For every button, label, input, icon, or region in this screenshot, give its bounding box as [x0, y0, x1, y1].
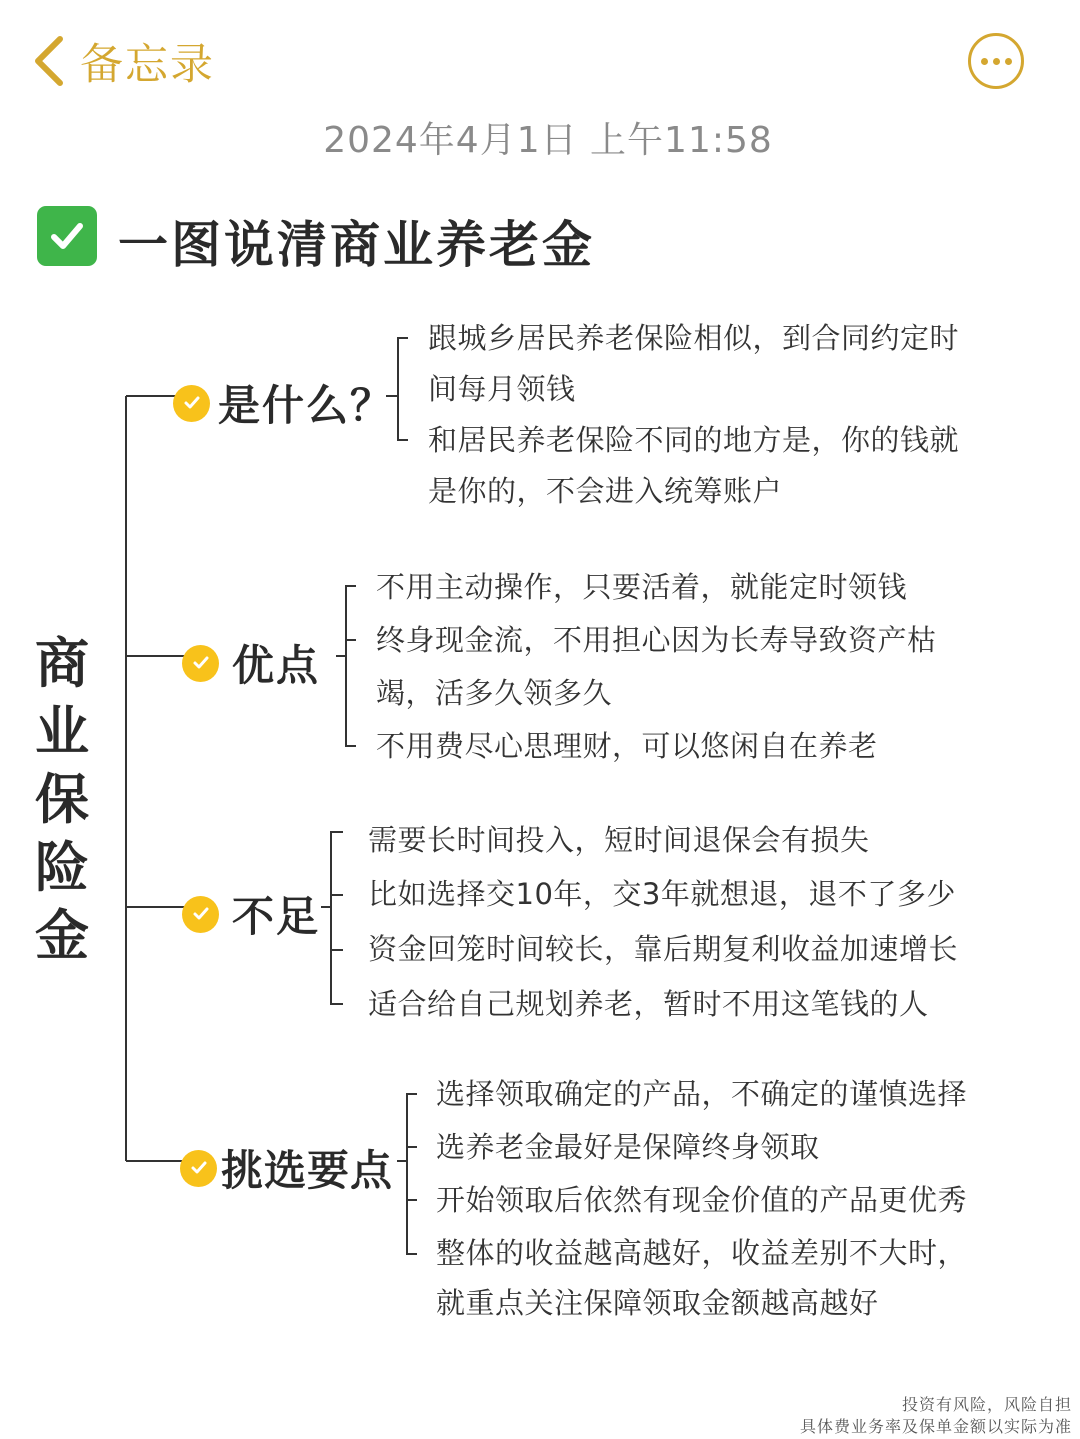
check-circle-icon — [180, 1150, 217, 1187]
root-char: 业 — [35, 700, 89, 763]
disclaimer — [800, 1394, 1072, 1438]
branch-label: 是什么？ — [218, 381, 395, 430]
branch-item: 需要长时间投入，短时间退保会有损失 — [368, 823, 870, 857]
branch-item: 间每月领钱 — [428, 372, 576, 406]
mindmap-root-label — [32, 630, 92, 970]
branch-item: 跟城乡居民养老保险相似，到合同约定时 — [428, 321, 960, 355]
branch-advantages — [182, 633, 320, 693]
root-char: 险 — [35, 836, 89, 899]
branch-label: 不足 — [232, 892, 321, 941]
branch-item: 适合给自己规划养老，暂时不用这笔钱的人 — [368, 987, 929, 1021]
branch-disadvantages — [182, 884, 320, 944]
check-circle-icon — [182, 645, 219, 682]
branch-item: 不用费尽心思理财，可以悠闲自在养老 — [376, 729, 878, 763]
root-char: 金 — [35, 904, 89, 967]
root-char: 商 — [35, 632, 89, 695]
branch-item: 选择领取确定的产品，不确定的谨慎选择 — [436, 1077, 968, 1111]
back-label: 备忘录 — [80, 39, 215, 90]
branch-item: 整体的收益越高越好，收益差别不大时， — [436, 1236, 968, 1270]
branch-what-is-it — [173, 373, 394, 433]
branch-item: 和居民养老保险不同的地方是，你的钱就 — [428, 423, 960, 457]
branch-label: 优点 — [232, 641, 321, 690]
branch-item: 比如选择交10年，交3年就想退，退不了多少 — [368, 877, 956, 911]
disclaimer-line: 投资有风险，风险自担 — [901, 1395, 1072, 1414]
branch-item: 不用主动操作，只要活着，就能定时领钱 — [376, 570, 908, 604]
branch-item: 资金回笼时间较长，靠后期复利收益加速增长 — [368, 932, 959, 966]
root-char: 保 — [35, 768, 89, 831]
disclaimer-line: 具体费业务率及保单金额以实际为准 — [799, 1417, 1072, 1436]
note-title: 一图说清商业养老金 — [118, 216, 595, 274]
branch-item: 开始领取后依然有现金价值的产品更优秀 — [436, 1183, 968, 1217]
branch-label: 挑选要点 — [221, 1146, 394, 1195]
branch-item: 就重点关注保障领取金额越高越好 — [436, 1286, 879, 1320]
branch-item: 竭，活多久领多久 — [376, 676, 613, 710]
branch-item: 选养老金最好是保障终身领取 — [436, 1130, 820, 1164]
branch-item: 是你的，不会进入统筹账户 — [428, 474, 783, 508]
branch-selection-tips — [180, 1138, 393, 1198]
check-circle-icon — [182, 896, 219, 933]
branch-item: 终身现金流，不用担心因为长寿导致资产枯 — [376, 623, 937, 657]
note-timestamp: 2024年4月1日 上午11:58 — [323, 120, 773, 161]
check-circle-icon — [173, 385, 210, 422]
